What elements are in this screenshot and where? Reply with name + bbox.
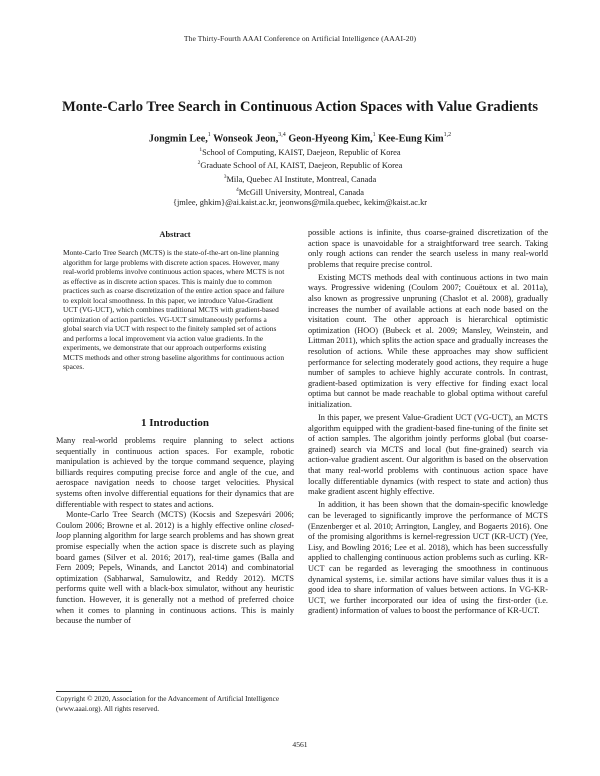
author-affil-marker: 3,4 [278,132,286,138]
introduction-left-column [56,436,294,627]
author-name: Geon-Hyeong Kim, [288,133,373,145]
affil-text: Graduate School of AI, KAIST, Daejeon, Republic of Korea [200,161,403,171]
copyright-footnote: Copyright © 2020, Association for the Advancement of Artificial Intelligence (www.aaai.org). All rights reserved. [56,695,280,713]
author-name: Jongmin Lee, [148,133,208,145]
affiliations [0,145,600,209]
paragraph: possible actions is infinite, thus coarse-grained discretization of the action space is unavoidable for a straightforward tree search. Taking only rough actions can render the search useless in many real-world problems that require precise control. [308,228,548,269]
text-run: planning algorithm for large search problems and has shown great promise especially when the action space is discrete such as playing board games (Silver et al. 2016; 2017), real-time games (Balla and Fern 2009; Pepels, Winands, and Lanctot 2014) and combinatorial optimization (Sabharwal, Samulowitz, and Reddy 2012). MCTS performs quite well with a black-box simulator, without any heuristic function. However, it is generally not a method of preferred choice when it comes to planning in continuous actions. This is mainly because the number of [56,531,294,626]
paragraph: In addition, it has been shown that the domain-specific knowledge can be leveraged to significantly improve the performance of MCTS (Enzenberger et al. 2010; Arrington, Langley, and Bogaerts 2016). One of the promising algorithms is kernel-regression UCT (KR-UCT) (Yee, Lisy, and Bowling 2016; Lee et al. 2018), which has been successfully applied to challenging continuous action problems such as curling. KR-UCT can be regarded as leveraging the smoothness in continuous dynamical systems, i.e. similar actions have similar values thus it is a good idea to share information of values between actions. In VG-KR-UCT, we further incorporated our idea of using the first-order (i.e. gradient) information of values to boost the performance of KR-UCT. [308,500,548,616]
author-emails: {jmlee, ghkim}@ai.kaist.ac.kr, jeonwons@mila.quebec, kekim@kaist.ac.kr [172,198,428,208]
paragraph: In this paper, we present Value-Gradient UCT (VG-UCT), an MCTS algorithm equipped with the gradient-based fine-tuning of the finite set of action samples. The algorithm jointly performs global (but coarse-grained) search via MCTS and local (but fine-grained) search via action-value gradient ascent. Our algorithm is based on the observation that many real-world problems with continuous action space have locally differentiable dynamics (with respect to state and action) thus make gradient ascent highly effective. [308,413,548,497]
author-list [0,130,600,145]
footnote-divider [56,691,132,692]
page-number: 4561 [292,740,308,749]
emphasis-text: closed-loop [56,520,294,541]
paragraph: Existing MCTS methods deal with continuous actions in two main ways. Progressive widening (Coulom 2007; Couëtoux et al. 2011a), also known as progressive unpruning (Chaslot et al. 2008), gradually increases the number of available actions at each node based on the visitation count. The other approach is hierarchical optimistic optimization (HOO) (Bubeck et al. 2009; Mansley, Weinstein, and Littman 2011), which splits the action space and gradually increases the resolution of actions. While these approaches may show sufficient performance for selecting moderately good actions, they require a huge number of samples to achieve highly accurate controls. In contrast, gradient-based optimization is very effective for finding exact local optima but cannot be made reachable to global optima without careful initialization. [308,272,548,409]
author-affil-marker: 1 [207,132,211,138]
abstract-heading: Abstract [159,230,191,239]
paragraph [56,510,294,627]
author-affil-marker: 1,2 [443,132,452,138]
affil-marker: 1 [199,147,203,153]
affiliation-line [0,158,600,171]
paragraph: Many real-world problems require planning to select actions sequentially in continuous action spaces. For example, robotic manipulation is achieved by the torque command sequence, playing billiards requires computing precise force and angle of the cue, and aerospace navigation needs to choose target velocities. Physical systems often involve differential equations for their dynamics that are differentiable with respect to states and actions. [56,436,294,509]
affiliation-line [0,145,600,158]
affiliation-line [0,172,600,185]
author-name: Wonseok Jeon, [213,133,279,145]
affil-text: Mila, Quebec AI Institute, Montreal, Canada [226,174,377,184]
running-head: The Thirty-Fourth AAAI Conference on Artificial Intelligence (AAAI-20) [183,34,417,43]
affil-marker: 2 [197,160,201,167]
paper-title: Monte-Carlo Tree Search in Continuous Action Spaces with Value Gradients [61,99,539,115]
section-heading-introduction: 1 Introduction [141,417,209,429]
affil-marker: 3 [223,173,227,180]
text-run: Monte-Carlo Tree Search (MCTS) (Kocsis and Szepesvári 2006; Coulom 2006; Browne et al. 2012) is a highly effective online [56,510,294,530]
author-affil-marker: 1 [372,132,376,138]
affiliation-line [0,185,600,198]
abstract-body: Monte-Carlo Tree Search (MCTS) is the state-of-the-art on-line planning algorithm for large problems with discrete action spaces. However, many real-world problems involve continuous action spaces, where MCTS is not as effective as in discrete action spaces. This is mainly due to common practices such as coarse discretization of the entire action space and failure to exploit local smoothness. In this paper, we introduce Value-Gradient UCT (VG-UCT), which combines traditional MCTS with gradient-based optimization of action particles. VG-UCT simultaneously performs a global search via UCT with respect to the finitely sampled set of actions and performs a local improvement via action value gradients. In the experiments, we demonstrate that our approach outperforms existing MCTS methods and other strong baseline algorithms for continuous action spaces. [63,248,285,371]
author-name: Kee-Eung Kim [378,133,444,145]
affil-marker: 4 [235,186,239,193]
introduction-right-column [308,228,548,617]
affil-text: School of Computing, KAIST, Daejeon, Republic of Korea [202,147,401,157]
affil-text: McGill University, Montreal, Canada [238,187,365,197]
